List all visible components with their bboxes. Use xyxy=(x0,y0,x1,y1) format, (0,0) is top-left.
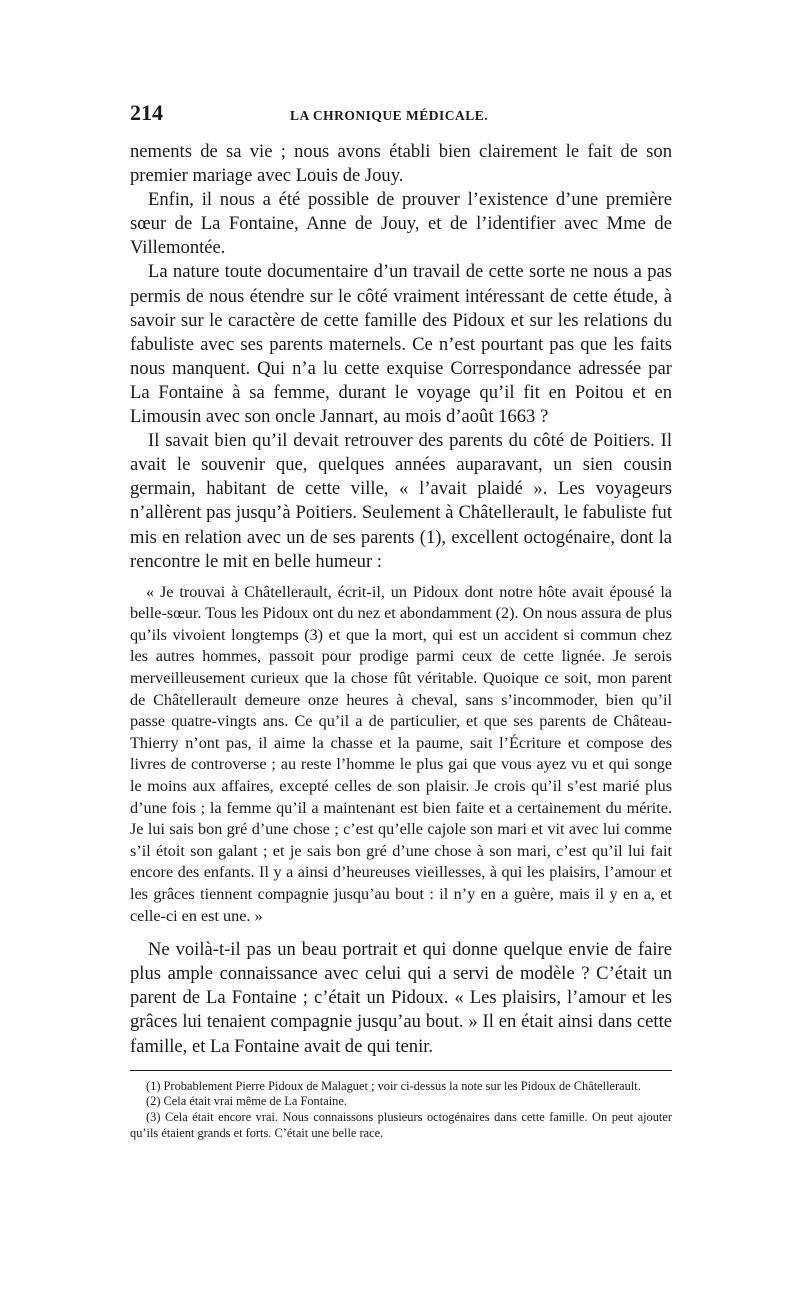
quote-text: « Je trouvai à Châtellerault, écrit-il, un Pidoux dont notre hôte avait épousé la belle-sœur. Tous les Pidoux ont du nez et abondamment (2). On nous assura de plus qu’ils vivoient longtemps (3) et que la mort, qui est un accident si commun chez les autres hommes, passoit pour prodige parmi ceux de cette lignée. Je serois merveilleusement curieux que la chose fût véritable. Quoique ce soit, mon parent de Châtellerault demeure onze heures à cheval, sans s’incommoder, bien qu’il passe quatre-vingts ans. Ce qu’il a de particulier, et que ses parents de Château-Thierry n’ont pas, il aime la chasse et la paume, sait l’Écriture et compose des livres de controverse ; au reste l’homme le plus gai que vous ayez vu et qui songe le moins aux affaires, excepté celles de son plaisir. Je crois qu’il s’est marié plus d’une fois ; la femme qu’il a maintenant est bien faite et a certainement du mérite. Je lui sais bon gré d’une chose ; c’est qu’elle cajole son mari et vit avec lui comme s’il étoit son galant ; et je sais bon gré d’une chose à son mari, c’est qu’il lui fait encore des enfants. Il y a ainsi d’heureuses vieillesses, à qui les plaisirs, l’amour et les grâces tiennent compagnie jusqu’au bout : il n’y en a guère, mais il y en a, et celle-ci en est une. » xyxy=(130,582,672,925)
footnotes xyxy=(130,1079,672,1142)
running-head xyxy=(130,100,672,132)
paragraph: Il savait bien qu’il devait retrouver des parents du côté de Poitiers. Il avait le souvenir que, quelques années auparavant, un sien cousin germain, habitant de cette ville, « l’avait plaidé ». Les voyageurs n’allèrent pas jusqu’à Poitiers. Seulement à Châtellerault, le fabuliste fut mis en relation avec un de ses parents (1), excellent octogénaire, dont la rencontre le mit en belle humeur : xyxy=(130,430,672,572)
journal-title: LA CHRONIQUE MÉDICALE. xyxy=(290,108,489,123)
closing-text xyxy=(130,938,672,1058)
page-number: 214 xyxy=(130,100,163,125)
body-text xyxy=(130,140,672,574)
footnote: (3) Cela était encore vrai. Nous connaissons plusieurs octogénaires dans cette famille. On peut ajouter qu’ils étaient grands et forts. C’était une belle race. xyxy=(130,1110,672,1140)
block-quote xyxy=(130,582,672,928)
paragraph: La nature toute documentaire d’un travail de cette sorte ne nous a pas permis de nous étendre sur le côté vraiment intéressant de cette étude, à savoir sur le caractère de cette famille des Pidoux et sur les relations du fabuliste avec ses parents maternels. Ce n’est pourtant pas que les faits nous manquent. Qui n’a lu cette exquise Correspondance adressée par La Fontaine à sa femme, durant le voyage qu’il fit en Poitou et en Limousin avec son oncle Jannart, au mois d’août 1663 ? xyxy=(130,261,672,428)
paragraph: Ne voilà-t-il pas un beau portrait et qui donne quelque envie de faire plus ample connaissance avec celui qui a servi de modèle ? C’était un parent de La Fontaine ; c’était un Pidoux. « Les plaisirs, l’amour et les grâces lui tenaient compagnie jusqu’au bout. » Il en était ainsi dans cette famille, et La Fontaine avait de qui tenir. xyxy=(130,939,672,1057)
footnote: (1) Probablement Pierre Pidoux de Malaguet ; voir ci-dessus la note sur les Pidoux de Châtellerault. xyxy=(146,1078,641,1093)
paragraph-continuation: nements de sa vie ; nous avons établi bien clairement le fait de son premier mariage avec Louis de Jouy. xyxy=(130,141,672,187)
paragraph: Enfin, il nous a été possible de prouver l’existence d’une première sœur de La Fontaine, Anne de Jouy, et de l’identifier avec Mme de Villemontée. xyxy=(130,189,672,259)
footnote: (2) Cela était vrai même de La Fontaine. xyxy=(146,1094,347,1109)
book-page xyxy=(130,100,672,1141)
footnote-rule xyxy=(130,1070,672,1071)
